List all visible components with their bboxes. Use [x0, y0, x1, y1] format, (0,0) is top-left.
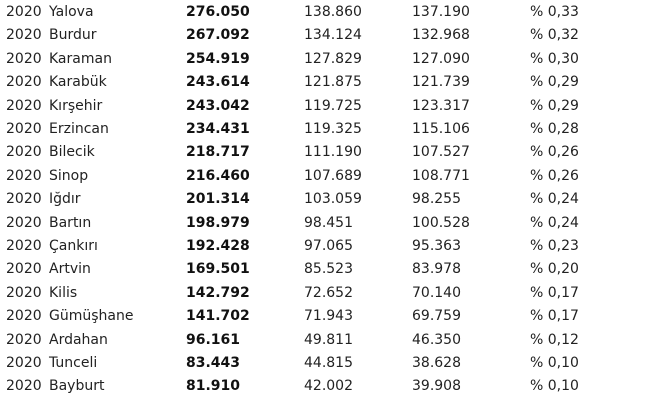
province-cell: Erzincan: [49, 121, 109, 137]
male-population-cell: 138.860: [304, 4, 362, 20]
total-population-cell: 276.050: [186, 4, 250, 20]
table-row: [0, 329, 650, 352]
total-population-cell: 267.092: [186, 27, 250, 44]
year-cell: 2020: [6, 378, 42, 395]
total-population-cell: 234.431: [186, 121, 250, 137]
female-population-cell: 115.106: [412, 121, 470, 137]
total-population-cell: 83.443: [186, 355, 241, 371]
population-share-cell: % 0,12: [530, 331, 579, 348]
year-cell: 2020: [6, 144, 42, 161]
year-cell: 2020: [6, 308, 42, 325]
female-population-cell: 39.908: [412, 378, 461, 395]
female-population-cell: 108.771: [412, 167, 470, 184]
year-cell: 2020: [6, 4, 42, 20]
province-cell: Ardahan: [49, 331, 108, 348]
population-share-cell: % 0,30: [530, 50, 579, 67]
population-share-cell: % 0,17: [530, 308, 579, 325]
male-population-cell: 98.451: [304, 214, 353, 231]
table-row: [0, 1, 650, 24]
total-population-cell: 96.161: [186, 331, 241, 348]
male-population-cell: 121.875: [304, 74, 362, 91]
year-cell: 2020: [6, 191, 42, 208]
population-share-cell: % 0,24: [530, 214, 579, 231]
male-population-cell: 85.523: [304, 261, 353, 278]
year-cell: 2020: [6, 261, 42, 278]
table-row: [0, 141, 650, 164]
table-row: [0, 165, 650, 188]
province-cell: Artvin: [49, 261, 91, 278]
male-population-cell: 119.725: [304, 97, 362, 114]
female-population-cell: 127.090: [412, 50, 470, 67]
male-population-cell: 107.689: [304, 167, 362, 184]
year-cell: 2020: [6, 331, 42, 348]
female-population-cell: 132.968: [412, 27, 470, 44]
year-cell: 2020: [6, 355, 42, 371]
province-cell: Bilecik: [49, 144, 95, 161]
province-cell: Kırşehir: [49, 97, 103, 114]
male-population-cell: 134.124: [304, 27, 362, 44]
total-population-cell: 254.919: [186, 50, 250, 67]
province-cell: Bartın: [49, 214, 92, 231]
table-row: [0, 118, 650, 141]
population-share-cell: % 0,10: [530, 378, 579, 395]
table-row: [0, 258, 650, 281]
province-cell: Burdur: [49, 27, 97, 44]
province-cell: Karaman: [49, 50, 112, 67]
male-population-cell: 71.943: [304, 308, 353, 325]
year-cell: 2020: [6, 214, 42, 231]
male-population-cell: 44.815: [304, 355, 353, 371]
province-cell: Kilis: [49, 284, 78, 301]
population-share-cell: % 0,17: [530, 284, 579, 301]
female-population-cell: 38.628: [412, 355, 461, 371]
female-population-cell: 100.528: [412, 214, 470, 231]
table-row: [0, 48, 650, 71]
total-population-cell: 216.460: [186, 167, 250, 184]
population-share-cell: % 0,23: [530, 238, 579, 254]
table-row: [0, 188, 650, 211]
total-population-cell: 243.614: [186, 74, 250, 91]
population-share-cell: % 0,29: [530, 97, 579, 114]
population-share-cell: % 0,32: [530, 27, 579, 44]
male-population-cell: 111.190: [304, 144, 362, 161]
male-population-cell: 72.652: [304, 284, 353, 301]
total-population-cell: 201.314: [186, 191, 250, 208]
province-cell: Gümüşhane: [49, 308, 134, 325]
population-share-cell: % 0,24: [530, 191, 579, 208]
male-population-cell: 42.002: [304, 378, 353, 395]
male-population-cell: 97.065: [304, 238, 353, 254]
year-cell: 2020: [6, 238, 42, 254]
population-share-cell: % 0,26: [530, 167, 579, 184]
population-share-cell: % 0,29: [530, 74, 579, 91]
table-row: [0, 282, 650, 305]
male-population-cell: 49.811: [304, 331, 353, 348]
total-population-cell: 81.910: [186, 378, 241, 395]
female-population-cell: 121.739: [412, 74, 470, 91]
year-cell: 2020: [6, 74, 42, 91]
province-cell: Tunceli: [49, 355, 98, 371]
population-share-cell: % 0,26: [530, 144, 579, 161]
total-population-cell: 141.702: [186, 308, 250, 325]
province-cell: Bayburt: [49, 378, 105, 395]
table-row: [0, 24, 650, 47]
male-population-cell: 103.059: [304, 191, 362, 208]
table-row: [0, 235, 650, 258]
province-cell: Yalova: [49, 4, 94, 20]
male-population-cell: 119.325: [304, 121, 362, 137]
female-population-cell: 70.140: [412, 284, 461, 301]
female-population-cell: 69.759: [412, 308, 461, 325]
province-cell: Sinop: [49, 167, 89, 184]
female-population-cell: 95.363: [412, 238, 461, 254]
province-cell: Çankırı: [49, 238, 98, 254]
female-population-cell: 137.190: [412, 4, 470, 20]
year-cell: 2020: [6, 284, 42, 301]
total-population-cell: 198.979: [186, 214, 250, 231]
population-share-cell: % 0,20: [530, 261, 579, 278]
total-population-cell: 169.501: [186, 261, 250, 278]
table-row: [0, 375, 650, 398]
table-row: [0, 71, 650, 94]
female-population-cell: 123.317: [412, 97, 470, 114]
female-population-cell: 83.978: [412, 261, 461, 278]
table-row: [0, 305, 650, 328]
population-share-cell: % 0,10: [530, 355, 579, 371]
province-cell: Iğdır: [49, 191, 81, 208]
total-population-cell: 192.428: [186, 238, 250, 254]
total-population-cell: 243.042: [186, 97, 250, 114]
table-row: [0, 352, 650, 375]
total-population-cell: 142.792: [186, 284, 250, 301]
year-cell: 2020: [6, 167, 42, 184]
population-share-cell: % 0,28: [530, 121, 579, 137]
province-cell: Karabük: [49, 74, 107, 91]
female-population-cell: 98.255: [412, 191, 461, 208]
year-cell: 2020: [6, 97, 42, 114]
male-population-cell: 127.829: [304, 50, 362, 67]
year-cell: 2020: [6, 121, 42, 137]
population-share-cell: % 0,33: [530, 4, 579, 20]
table-row: [0, 212, 650, 235]
year-cell: 2020: [6, 50, 42, 67]
table-row: [0, 95, 650, 118]
female-population-cell: 107.527: [412, 144, 470, 161]
total-population-cell: 218.717: [186, 144, 250, 161]
year-cell: 2020: [6, 27, 42, 44]
female-population-cell: 46.350: [412, 331, 461, 348]
